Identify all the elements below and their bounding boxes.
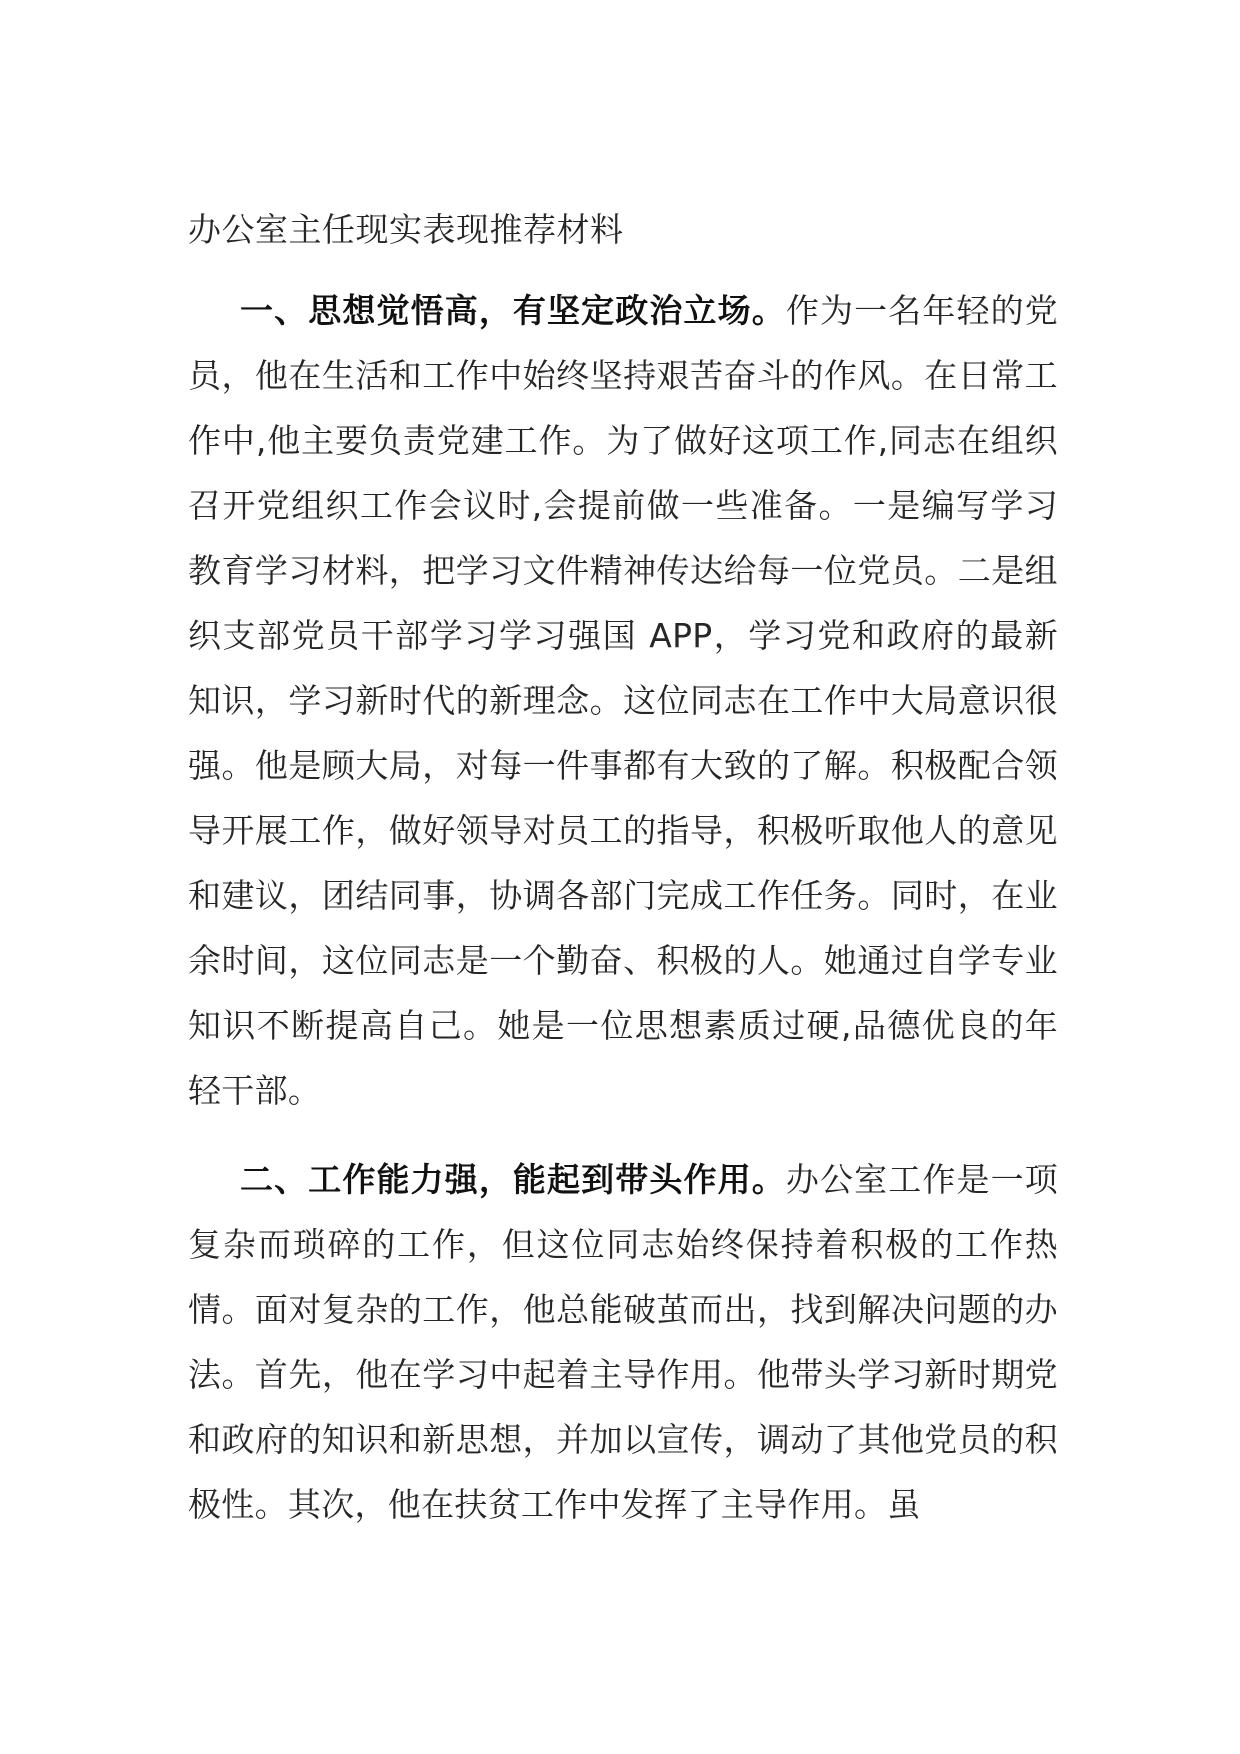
section-2-heading: 二、工作能力强，能起到带头作用。 [240, 1160, 786, 1199]
section-1-paragraph [188, 278, 1058, 1123]
section-1-heading: 一、思想觉悟高，有坚定政治立场。 [240, 291, 786, 330]
section-1-body: 作为一名年轻的党员，他在生活和工作中始终坚持艰苦奋斗的作风。在日常工作中,他主要负责党建工作。为了做好这项工作,同志在组织召开党组织工作会议时,会提前做一些准备。一是编写学习教育学习材料，把学习文件精神传达给每一位党员。二是组织支部党员干部学习学习强国 APP，学习党和政府的最新知识，学习新时代的新理念。这位同志在工作中大局意识很强。他是顾大局，对每一件事都有大致的了解。积极配合领导开展工作，做好领导对员工的指导，积极听取他人的意见和建议，团结同事，协调各部门完成工作任务。同时，在业余时间，这位同志是一个勤奋、积极的人。她通过自学专业知识不断提高自己。她是一位思想素质过硬,品德优良的年轻干部。 [188, 291, 1058, 1110]
section-2-body: 办公室工作是一项复杂而琐碎的工作，但这位同志始终保持着积极的工作热情。面对复杂的工作，他总能破茧而出，找到解决问题的办法。首先，他在学习中起着主导作用。他带头学习新时期党和政府的知识和新思想，并加以宣传，调动了其他党员的积极性。其次，他在扶贫工作中发挥了主导作用。虽 [188, 1160, 1058, 1524]
section-2-paragraph [188, 1147, 1058, 1537]
document-title: 办公室主任现实表现推荐材料 [188, 210, 624, 249]
